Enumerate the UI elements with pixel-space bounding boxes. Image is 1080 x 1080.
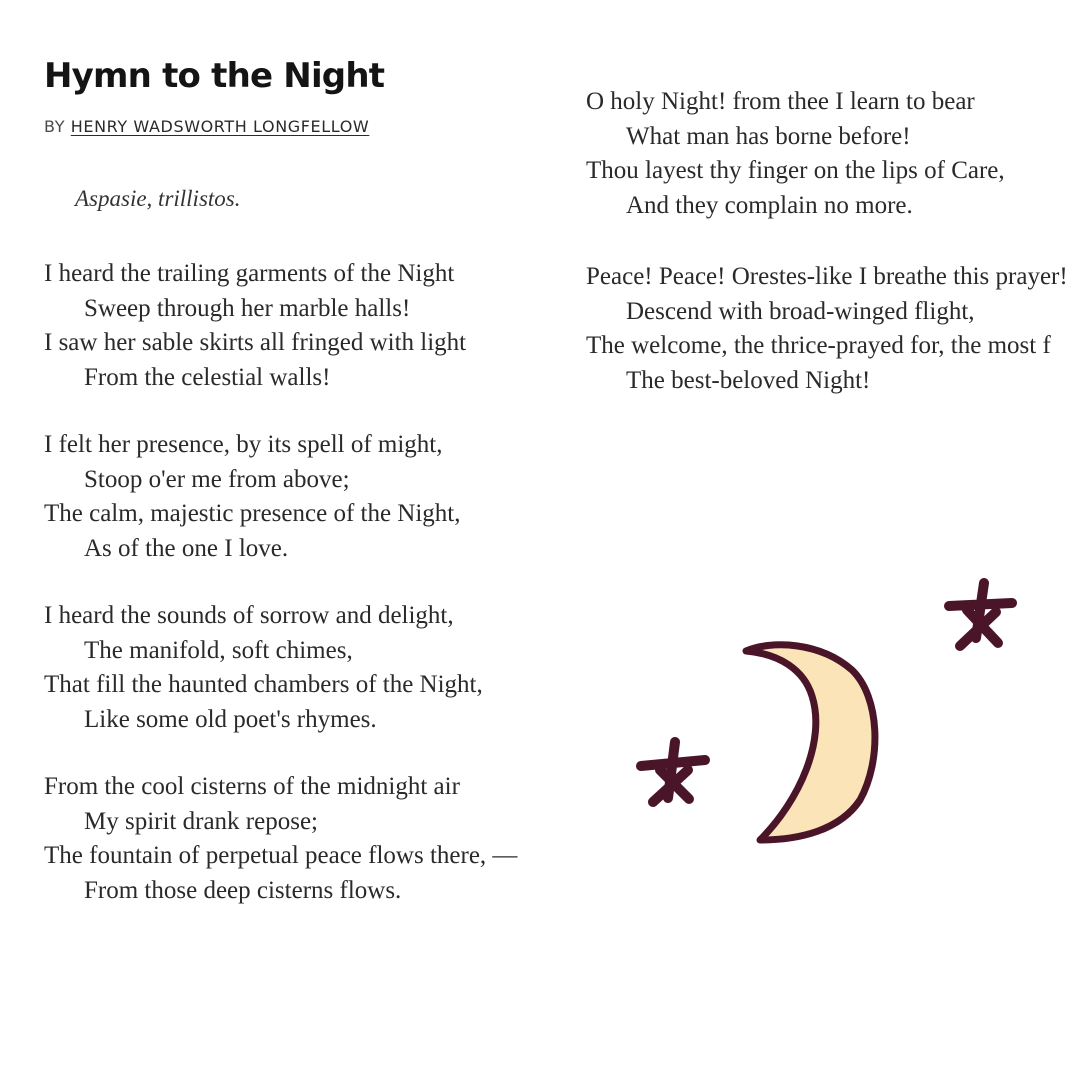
poem-line: Sweep through her marble halls!	[84, 294, 411, 322]
crescent-moon-icon	[746, 645, 875, 840]
poem-line: That fill the haunted chambers of the Night,	[44, 671, 483, 698]
byline-label: BY	[44, 117, 66, 136]
poem-line: The fountain of perpetual peace flows there, —	[44, 842, 518, 869]
author-link[interactable]: HENRY WADSWORTH LONGFELLOW	[70, 117, 370, 136]
poem-line: From those deep cisterns flows.	[84, 876, 402, 904]
poem-line: I felt her presence, by its spell of might,	[44, 431, 443, 458]
poem-line: The manifold, soft chimes,	[84, 636, 353, 664]
poem-line: Descend with broad-winged flight,	[626, 297, 975, 325]
poem-line: O holy Night! from thee I learn to bear	[586, 88, 975, 115]
poem-line: What man has borne before!	[626, 122, 911, 150]
poem-line: I heard the trailing garments of the Night	[44, 260, 455, 287]
poem-line: From the cool cisterns of the midnight air	[44, 773, 460, 800]
poem-line: The welcome, the thrice-prayed for, the most f	[586, 332, 1051, 359]
poem-line: My spirit drank repose;	[84, 807, 318, 835]
poem-line: Thou layest thy finger on the lips of Care,	[586, 157, 1005, 184]
poem-title: Hymn to the Night	[44, 56, 385, 96]
poem-line: The calm, majestic presence of the Night,	[44, 500, 461, 527]
poem-line: Stoop o'er me from above;	[84, 465, 350, 493]
poem-line: From the celestial walls!	[84, 363, 331, 391]
poem-line: I heard the sounds of sorrow and delight,	[44, 602, 454, 629]
poem-line: Peace! Peace! Orestes-like I breathe this prayer!	[586, 263, 1068, 290]
epigraph: Aspasie, trillistos.	[75, 186, 241, 211]
poem-line: The best-beloved Night!	[626, 366, 871, 394]
poem-line: Like some old poet's rhymes.	[84, 705, 377, 733]
star-icon	[949, 583, 1012, 646]
poem-line: I saw her sable skirts all fringed with light	[44, 329, 467, 356]
poem-line: As of the one I love.	[84, 534, 289, 562]
poem-line: And they complain no more.	[626, 191, 913, 219]
star-icon	[641, 742, 705, 802]
